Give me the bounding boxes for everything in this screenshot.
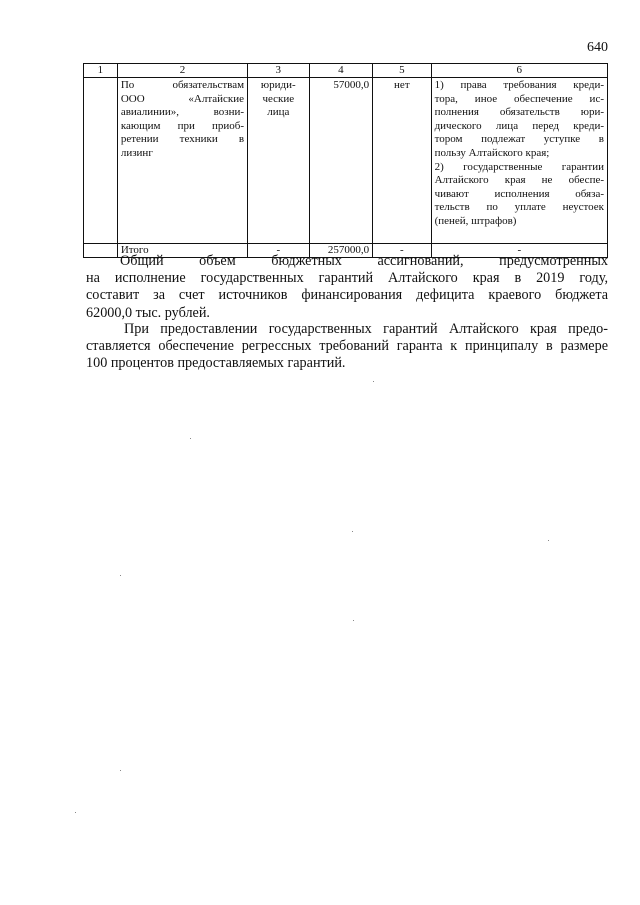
total-category-cell: - — [248, 244, 310, 258]
total-amount-cell: 257000,0 — [309, 244, 373, 258]
cell-line: пользу Алтайского края; — [434, 146, 550, 159]
cell-line: дического лица перед креди- — [434, 119, 604, 132]
column-header-5: 5 — [373, 64, 431, 78]
total-regress-cell: - — [373, 244, 431, 258]
cell-line: авиалинии», возни- — [120, 106, 245, 119]
cell-line: 2) государственные гарантии — [434, 160, 604, 173]
cell-line: По обязательствам — [120, 79, 245, 91]
page-number: 640 — [587, 40, 608, 55]
column-header-6: 6 — [431, 64, 607, 78]
cell-line: ческие — [262, 92, 295, 105]
principal-category-cell — [248, 78, 310, 244]
obligation-cell — [117, 78, 247, 244]
regress-check-cell: нет — [373, 78, 431, 244]
cell-line: полнения обязательств юри- — [434, 106, 604, 119]
scan-speck — [75, 812, 76, 813]
cell-line: тора, иное обеспечение ис- — [434, 92, 604, 105]
guarantees-table — [83, 63, 608, 258]
paragraph-line: 62000,0 тыс. рублей. — [86, 304, 210, 321]
cell-line: юриди- — [260, 79, 296, 91]
total-conditions-cell: - — [431, 244, 607, 258]
paragraph-line: Общий объем бюджетных ассигнований, предусмотренных — [120, 253, 608, 269]
cell-line: ретении техники в — [120, 133, 245, 146]
paragraph-line: При предоставлении государственных гарантий Алтайского края предо- — [124, 321, 608, 337]
scan-speck — [353, 620, 354, 621]
row-number-cell — [84, 78, 118, 244]
paragraph-regress-security — [86, 321, 608, 373]
cell-line: чивают исполнения обяза- — [434, 187, 604, 200]
cell-line: ООО «Алтайские — [120, 92, 245, 105]
scan-speck — [120, 770, 121, 771]
cell-line: лица — [267, 106, 290, 119]
paragraph-line: составит за счет источников финансирования дефицита краевого бюджета — [86, 287, 608, 304]
paragraph-line: ставляется обеспечение регрессных требований гаранта к принципалу в размере — [86, 338, 608, 355]
cell-line: Алтайского края не обеспе- — [434, 174, 604, 187]
scan-speck — [548, 540, 549, 541]
scan-speck — [190, 438, 191, 439]
table-row — [84, 78, 608, 244]
total-label-cell: Итого — [117, 244, 247, 258]
cell-line: лизинг — [120, 146, 153, 159]
cell-line: 1) права требования креди- — [434, 79, 604, 91]
amount-cell: 57000,0 — [309, 78, 373, 244]
column-header-4: 4 — [309, 64, 373, 78]
cell-line: (пеней, штрафов) — [434, 214, 517, 227]
column-header-1: 1 — [84, 64, 118, 78]
table-header-row — [84, 64, 608, 78]
conditions-cell — [431, 78, 607, 244]
cell-line: тельств по уплате неустоек — [434, 201, 604, 214]
scan-speck — [352, 531, 353, 532]
paragraph-line: 100 процентов предоставляемых гарантий. — [86, 355, 346, 372]
scan-speck — [373, 381, 374, 382]
column-header-2: 2 — [117, 64, 247, 78]
column-header-3: 3 — [248, 64, 310, 78]
paragraph-line: на исполнение государственных гарантий Алтайского края в 2019 году, — [86, 270, 608, 287]
paragraph-budget-allocations — [86, 253, 608, 322]
cell-line: кающим при приоб- — [120, 119, 245, 132]
cell-line: тором подлежат уступке в — [434, 133, 604, 146]
scan-speck — [120, 575, 121, 576]
